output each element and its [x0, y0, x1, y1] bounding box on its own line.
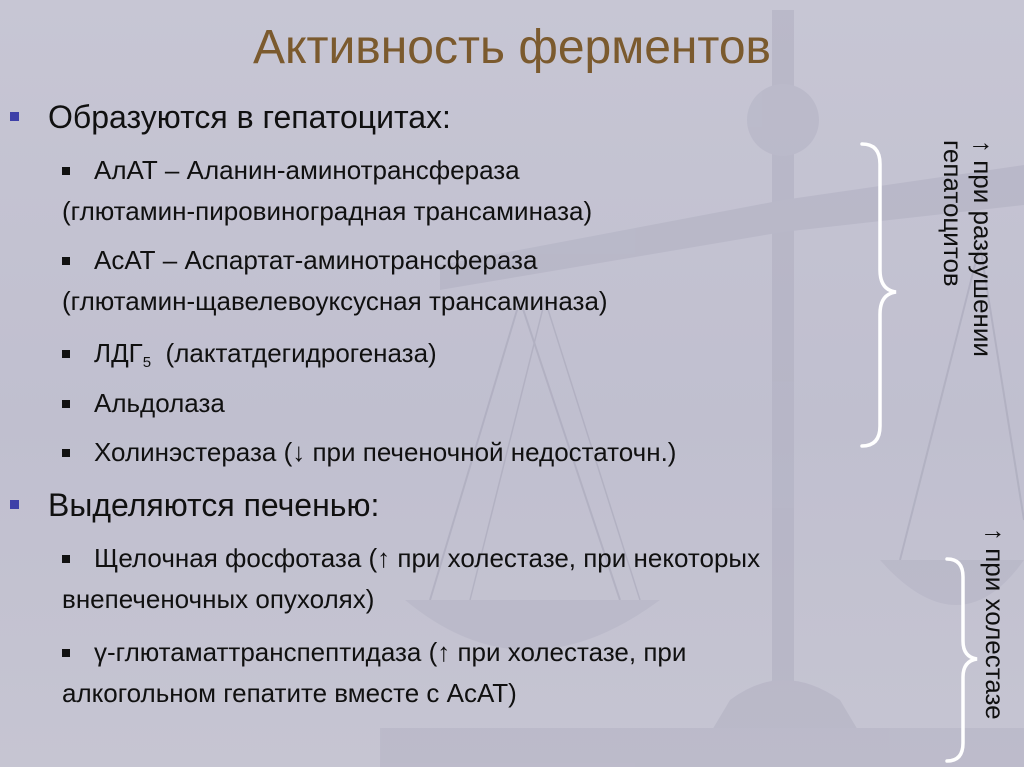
brace-icon: [860, 140, 900, 450]
square-bullet-icon: [62, 350, 70, 358]
square-bullet-icon: [62, 167, 70, 175]
square-bullet-icon: [62, 400, 70, 408]
brace-icon: [945, 555, 981, 765]
note-cholestasis: ↑ при холестазе: [980, 528, 1010, 720]
slide: Активность ферментов Образуются в гепатоцитах: АлАТ – Аланин-аминотрансфераза (глютамин-пировиноградная трансаминаза) АсАТ – Аспартат-аминотрансфераза (глютамин-щавелевоуксусная трансаминаза) $ЛДГ_5$ (лактатдегидрогеназа) Альдолаза Холинэстераза (↓ при печеночной недостаточн.) Выделяются печенью: Щелочная фосфотаза (↑ при холестазе, при некоторых внепеченочных опухолях) γ-глютаматтранспептидаза (↑ при холестазе, при алкогольном гепатите вместе с АсАТ) ↑ при разрушении гепатоцитов ↑ при холестазе: [0, 0, 1024, 767]
square-bullet-icon: [62, 649, 70, 657]
square-bullet-icon: [62, 449, 70, 457]
square-bullet-icon: [62, 555, 70, 563]
page-title: Активность ферментов: [252, 21, 772, 74]
square-bullet-icon: [10, 112, 19, 121]
square-bullet-icon: [10, 500, 19, 509]
square-bullet-icon: [62, 257, 70, 265]
note-hepatocyte-destruction: ↑ при разрушении гепатоцитов: [938, 140, 998, 357]
